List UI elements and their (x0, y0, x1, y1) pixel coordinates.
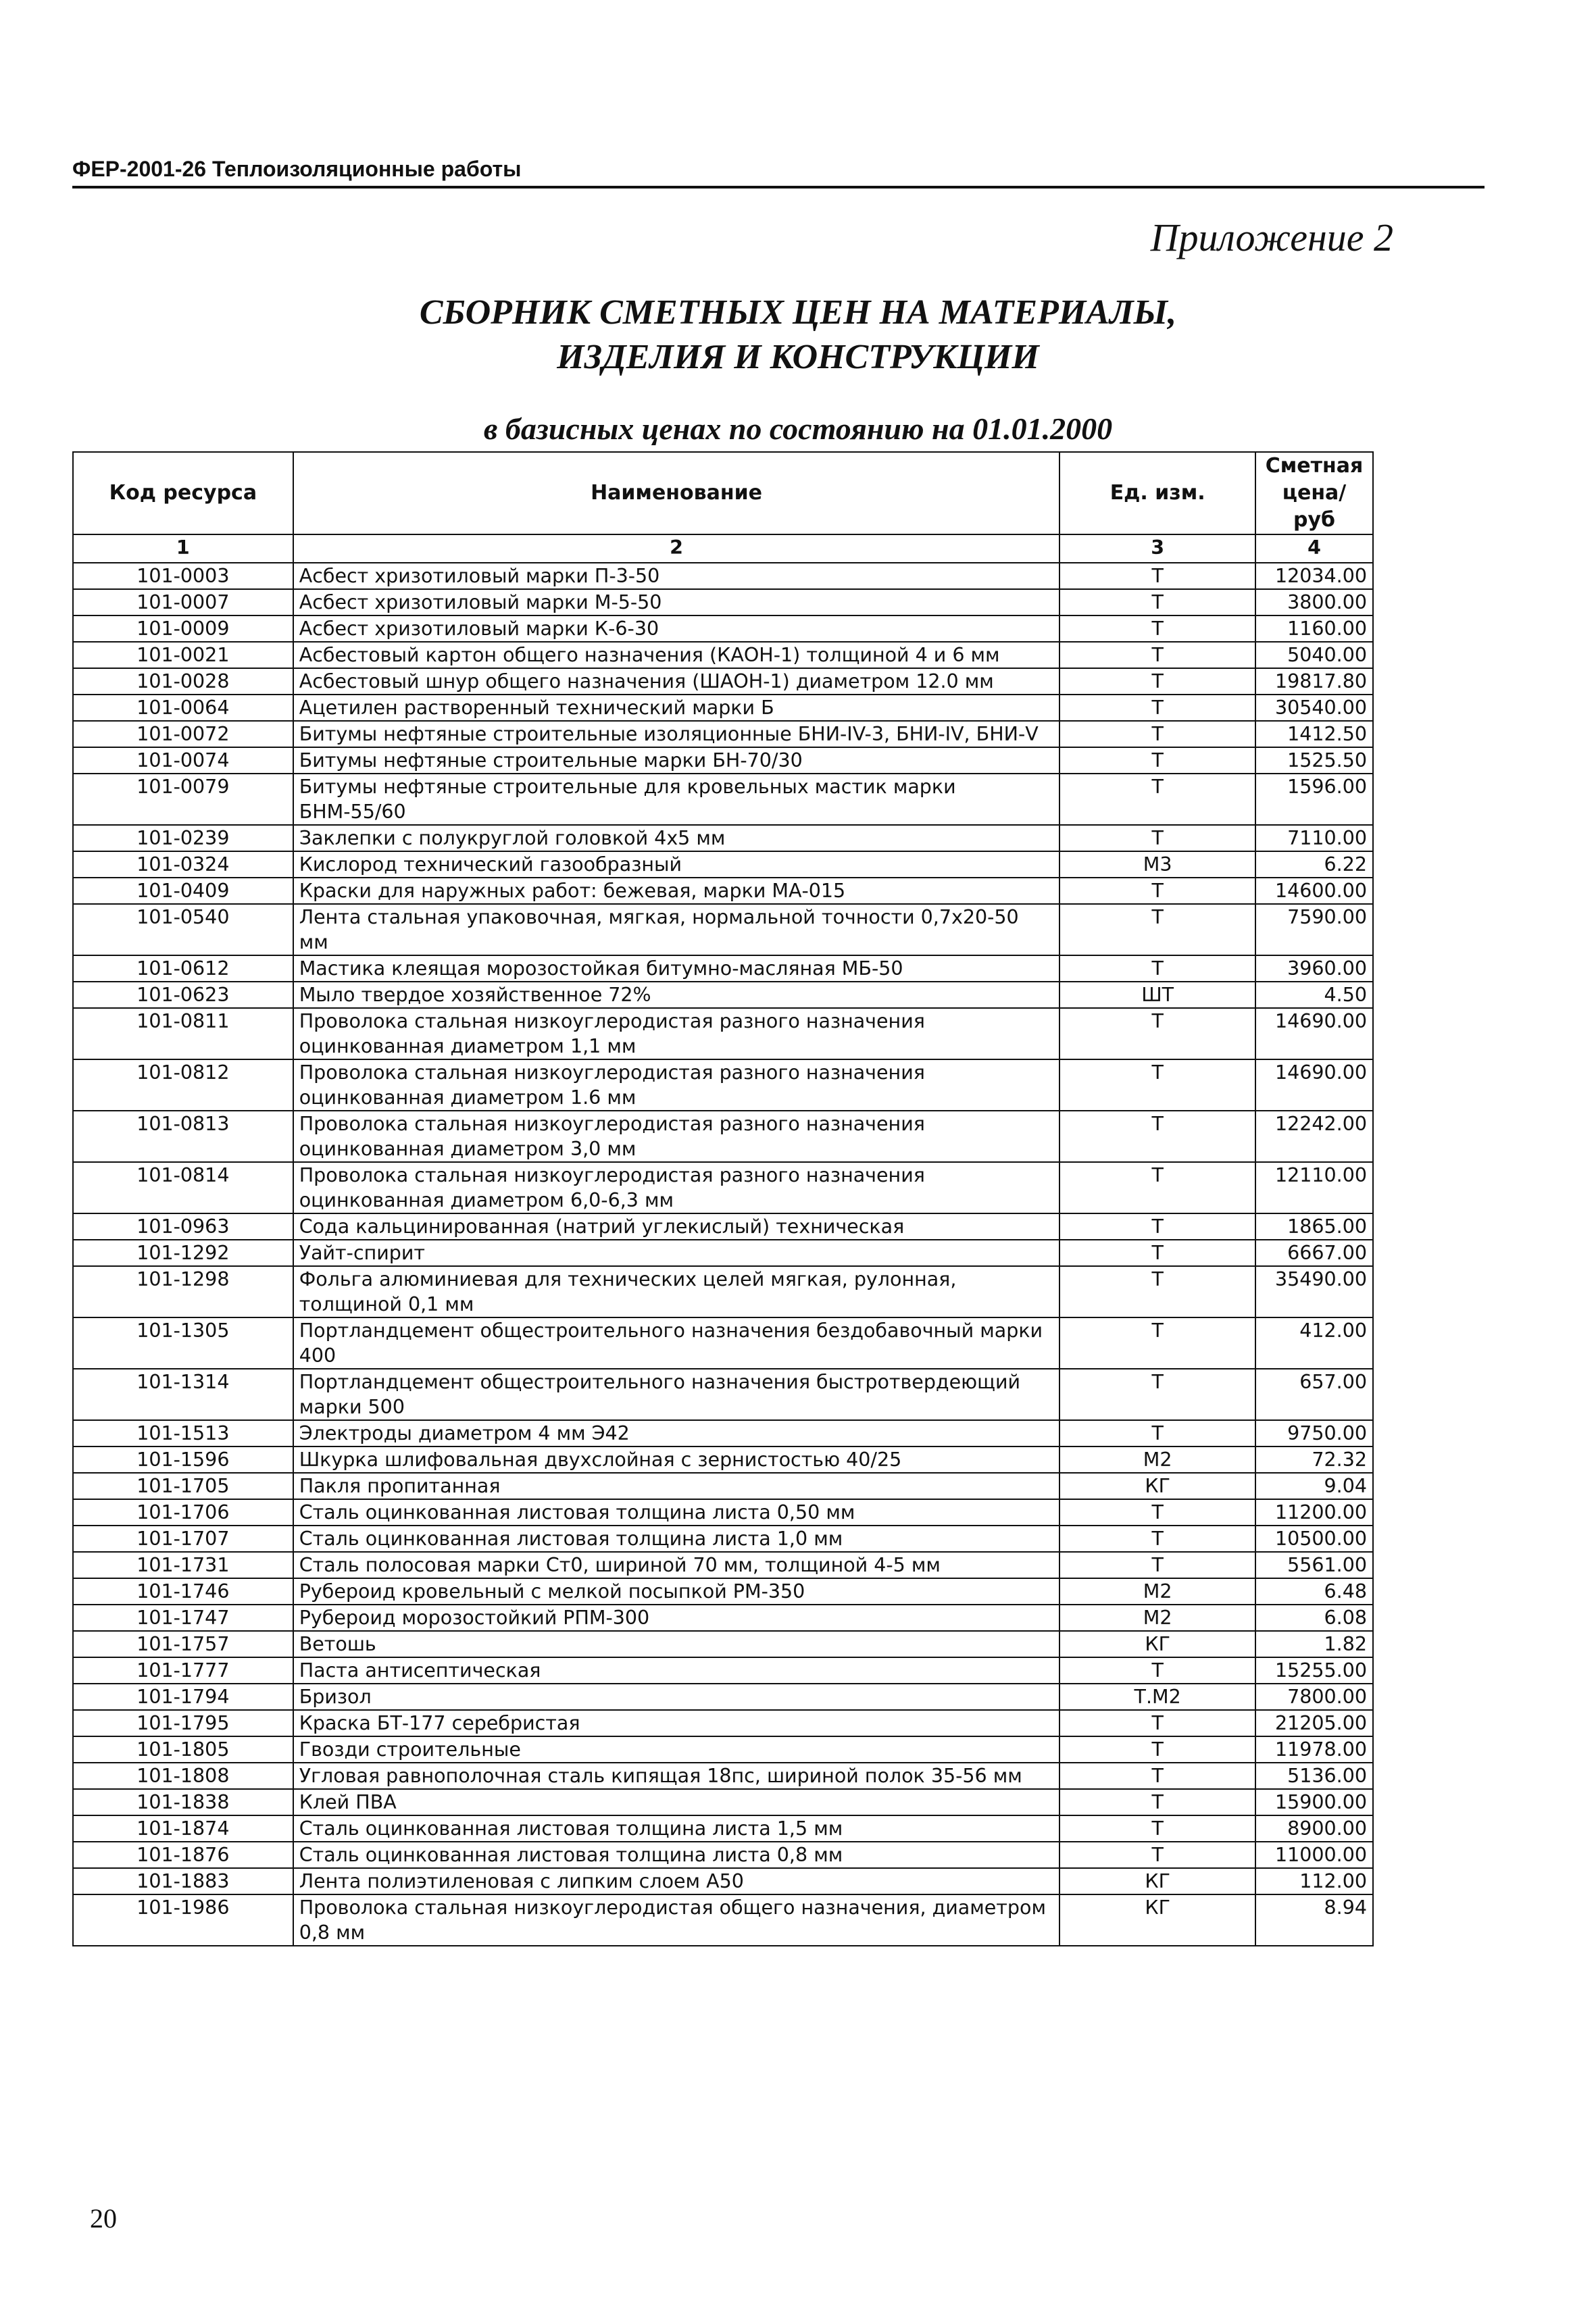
cell-name: Проволока стальная низкоуглеродистая разного назначения оцинкованная диаметром 1,1 мм (293, 1008, 1060, 1059)
cell-price: 1525.50 (1255, 747, 1373, 774)
cell-name: Сталь оцинкованная листовая толщина листа 0,8 мм (293, 1842, 1060, 1868)
column-number-4: 4 (1255, 534, 1373, 563)
cell-name: Клей ПВА (293, 1789, 1060, 1815)
cell-code: 101-0007 (73, 589, 293, 615)
cell-price: 72.32 (1255, 1447, 1373, 1473)
cell-code: 101-1596 (73, 1447, 293, 1473)
cell-price: 1412.50 (1255, 721, 1373, 747)
cell-code: 101-1705 (73, 1473, 293, 1499)
table-row (73, 615, 1373, 642)
cell-name: Асбест хризотиловый марки К-6-30 (293, 615, 1060, 642)
cell-unit: Т (1059, 1111, 1255, 1162)
cell-price: 4.50 (1255, 982, 1373, 1008)
table-row (73, 1552, 1373, 1578)
table-row (73, 1526, 1373, 1552)
cell-code: 101-0409 (73, 878, 293, 904)
table-row (73, 982, 1373, 1008)
cell-unit: КГ (1059, 1631, 1255, 1657)
cell-code: 101-0064 (73, 695, 293, 721)
table-row (73, 668, 1373, 695)
cell-price: 1865.00 (1255, 1213, 1373, 1240)
table-row (73, 721, 1373, 747)
table-row (73, 1631, 1373, 1657)
cell-unit: М3 (1059, 851, 1255, 878)
cell-price: 5136.00 (1255, 1763, 1373, 1789)
cell-price: 112.00 (1255, 1868, 1373, 1894)
cell-unit: Т (1059, 1213, 1255, 1240)
cell-name: Асбестовый картон общего назначения (КАОН-1) толщиной 4 и 6 мм (293, 642, 1060, 668)
table-row (73, 851, 1373, 878)
cell-unit: Т (1059, 642, 1255, 668)
table-row (73, 774, 1373, 825)
cell-unit: Т (1059, 695, 1255, 721)
cell-code: 101-0811 (73, 1008, 293, 1059)
cell-price: 6667.00 (1255, 1240, 1373, 1266)
table-row (73, 1578, 1373, 1605)
table-row (73, 695, 1373, 721)
cell-unit: Т (1059, 878, 1255, 904)
cell-name: Сталь оцинкованная листовая толщина листа 1,0 мм (293, 1526, 1060, 1552)
table-row (73, 1684, 1373, 1710)
cell-price: 1596.00 (1255, 774, 1373, 825)
cell-price: 7800.00 (1255, 1684, 1373, 1710)
cell-code: 101-1513 (73, 1420, 293, 1447)
cell-price: 5040.00 (1255, 642, 1373, 668)
cell-unit: М2 (1059, 1605, 1255, 1631)
column-header-code: Код ресурса (73, 452, 293, 534)
cell-name: Пакля пропитанная (293, 1473, 1060, 1499)
cell-name: Портландцемент общестроительного назначения быстротвердеющий марки 500 (293, 1369, 1060, 1420)
column-header-unit: Ед. изм. (1059, 452, 1255, 534)
cell-price: 9750.00 (1255, 1420, 1373, 1447)
page-number: 20 (90, 2203, 117, 2234)
cell-code: 101-0812 (73, 1059, 293, 1111)
cell-name: Ацетилен растворенный технический марки Б (293, 695, 1060, 721)
cell-code: 101-1777 (73, 1657, 293, 1684)
cell-code: 101-0963 (73, 1213, 293, 1240)
cell-name: Кислород технический газообразный (293, 851, 1060, 878)
cell-code: 101-0003 (73, 563, 293, 589)
cell-name: Мыло твердое хозяйственное 72% (293, 982, 1060, 1008)
cell-unit: Т (1059, 721, 1255, 747)
cell-name: Краски для наружных работ: бежевая, марки МА-015 (293, 878, 1060, 904)
cell-code: 101-0021 (73, 642, 293, 668)
cell-name: Проволока стальная низкоуглеродистая разного назначения оцинкованная диаметром 6,0-6,3 мм (293, 1162, 1060, 1213)
cell-price: 19817.80 (1255, 668, 1373, 695)
column-number-1: 1 (73, 534, 293, 563)
cell-code: 101-0239 (73, 825, 293, 851)
cell-name: Асбест хризотиловый марки М-5-50 (293, 589, 1060, 615)
table-row (73, 747, 1373, 774)
cell-name: Фольга алюминиевая для технических целей мягкая, рулонная, толщиной 0,1 мм (293, 1266, 1060, 1317)
cell-code: 101-1731 (73, 1552, 293, 1578)
column-header-name: Наименование (293, 452, 1060, 534)
cell-code: 101-1876 (73, 1842, 293, 1868)
cell-unit: Т (1059, 904, 1255, 955)
cell-price: 657.00 (1255, 1369, 1373, 1420)
cell-unit: Т (1059, 1059, 1255, 1111)
table-row (73, 1369, 1373, 1420)
cell-name: Битумы нефтяные строительные марки БН-70/30 (293, 747, 1060, 774)
cell-unit: М2 (1059, 1447, 1255, 1473)
cell-name: Рубероид морозостойкий РПМ-300 (293, 1605, 1060, 1631)
cell-price: 21205.00 (1255, 1710, 1373, 1736)
cell-price: 9.04 (1255, 1473, 1373, 1499)
table-row (73, 1317, 1373, 1369)
table-row (73, 1815, 1373, 1842)
cell-price: 6.22 (1255, 851, 1373, 878)
cell-unit: Т (1059, 1369, 1255, 1420)
table-row (73, 1111, 1373, 1162)
cell-price: 10500.00 (1255, 1526, 1373, 1552)
title-line-1: СБОРНИК СМЕТНЫХ ЦЕН НА МАТЕРИАЛЫ, (419, 293, 1177, 332)
running-header: ФЕР-2001-26 Теплоизоляционные работы (72, 157, 1485, 188)
cell-unit: Т (1059, 1552, 1255, 1578)
cell-code: 101-1883 (73, 1868, 293, 1894)
table-row (73, 589, 1373, 615)
cell-price: 14690.00 (1255, 1059, 1373, 1111)
cell-price: 12110.00 (1255, 1162, 1373, 1213)
table-row (73, 1789, 1373, 1815)
cell-unit: Т (1059, 747, 1255, 774)
table-row (73, 955, 1373, 982)
cell-name: Проволока стальная низкоуглеродистая общего назначения, диаметром 0,8 мм (293, 1894, 1060, 1946)
cell-unit: Т (1059, 825, 1255, 851)
cell-code: 101-1305 (73, 1317, 293, 1369)
table-row (73, 1240, 1373, 1266)
cell-name: Сталь оцинкованная листовая толщина листа 1,5 мм (293, 1815, 1060, 1842)
cell-price: 35490.00 (1255, 1266, 1373, 1317)
cell-unit: Т (1059, 1763, 1255, 1789)
cell-price: 11000.00 (1255, 1842, 1373, 1868)
table-row (73, 1473, 1373, 1499)
cell-name: Краска БТ-177 серебристая (293, 1710, 1060, 1736)
cell-price: 8900.00 (1255, 1815, 1373, 1842)
cell-name: Сода кальцинированная (натрий углекислый) техническая (293, 1213, 1060, 1240)
cell-code: 101-1706 (73, 1499, 293, 1526)
cell-price: 12034.00 (1255, 563, 1373, 589)
cell-code: 101-1757 (73, 1631, 293, 1657)
cell-code: 101-0009 (73, 615, 293, 642)
column-number-2: 2 (293, 534, 1060, 563)
cell-unit: Т (1059, 1266, 1255, 1317)
cell-name: Бризол (293, 1684, 1060, 1710)
cell-code: 101-1986 (73, 1894, 293, 1946)
cell-name: Лента полиэтиленовая с липким слоем А50 (293, 1868, 1060, 1894)
cell-unit: М2 (1059, 1578, 1255, 1605)
cell-name: Уайт-спирит (293, 1240, 1060, 1266)
cell-code: 101-0072 (73, 721, 293, 747)
appendix-label: Приложение 2 (1150, 216, 1393, 259)
cell-unit: Т (1059, 589, 1255, 615)
document-subtitle: в базисных ценах по состоянию на 01.01.2000 (483, 411, 1113, 446)
cell-code: 101-1838 (73, 1789, 293, 1815)
cell-code: 101-1747 (73, 1605, 293, 1631)
cell-code: 101-1795 (73, 1710, 293, 1736)
cell-name: Гвозди строительные (293, 1736, 1060, 1763)
cell-code: 101-1805 (73, 1736, 293, 1763)
table-row (73, 1736, 1373, 1763)
cell-price: 7110.00 (1255, 825, 1373, 851)
table-row (73, 1894, 1373, 1946)
cell-unit: Т (1059, 1240, 1255, 1266)
cell-price: 412.00 (1255, 1317, 1373, 1369)
cell-name: Битумы нефтяные строительные изоляционные БНИ-IV-3, БНИ-IV, БНИ-V (293, 721, 1060, 747)
cell-name: Сталь оцинкованная листовая толщина листа 0,50 мм (293, 1499, 1060, 1526)
table-row (73, 1763, 1373, 1789)
cell-price: 8.94 (1255, 1894, 1373, 1946)
cell-price: 11978.00 (1255, 1736, 1373, 1763)
cell-unit: Т (1059, 1317, 1255, 1369)
cell-unit: Т (1059, 1789, 1255, 1815)
table-row (73, 1657, 1373, 1684)
document-title (0, 291, 1596, 380)
cell-unit: Т (1059, 1710, 1255, 1736)
cell-unit: Т (1059, 1008, 1255, 1059)
column-number-row (73, 534, 1373, 563)
cell-code: 101-1292 (73, 1240, 293, 1266)
table-row (73, 1266, 1373, 1317)
cell-unit: Т (1059, 1420, 1255, 1447)
cell-price: 3960.00 (1255, 955, 1373, 982)
cell-code: 101-1874 (73, 1815, 293, 1842)
cell-code: 101-1298 (73, 1266, 293, 1317)
title-line-2: ИЗДЕЛИЯ И КОНСТРУКЦИИ (557, 338, 1039, 376)
cell-name: Проволока стальная низкоуглеродистая разного назначения оцинкованная диаметром 3,0 мм (293, 1111, 1060, 1162)
table-row (73, 563, 1373, 589)
cell-price: 6.08 (1255, 1605, 1373, 1631)
cell-name: Портландцемент общестроительного назначения бездобавочный марки 400 (293, 1317, 1060, 1369)
cell-code: 101-0540 (73, 904, 293, 955)
cell-price: 1.82 (1255, 1631, 1373, 1657)
cell-price: 15255.00 (1255, 1657, 1373, 1684)
table-row (73, 1213, 1373, 1240)
cell-unit: Т (1059, 1815, 1255, 1842)
cell-code: 101-0612 (73, 955, 293, 982)
cell-code: 101-0079 (73, 774, 293, 825)
cell-price: 3800.00 (1255, 589, 1373, 615)
cell-code: 101-0324 (73, 851, 293, 878)
cell-unit: Т (1059, 563, 1255, 589)
cell-code: 101-0813 (73, 1111, 293, 1162)
table-row (73, 1842, 1373, 1868)
cell-name: Угловая равнополочная сталь кипящая 18пс, шириной полок 35-56 мм (293, 1763, 1060, 1789)
cell-unit: КГ (1059, 1868, 1255, 1894)
cell-unit: Т.М2 (1059, 1684, 1255, 1710)
cell-unit: КГ (1059, 1894, 1255, 1946)
table-row (73, 642, 1373, 668)
table-row (73, 1605, 1373, 1631)
column-header-price (1255, 452, 1373, 534)
cell-price: 6.48 (1255, 1578, 1373, 1605)
column-header-price-line-1: Сметная (1265, 454, 1364, 478)
cell-price: 11200.00 (1255, 1499, 1373, 1526)
cell-unit: Т (1059, 1526, 1255, 1552)
table-row (73, 1008, 1373, 1059)
cell-name: Шкурка шлифовальная двухслойная с зернистостью 40/25 (293, 1447, 1060, 1473)
cell-code: 101-1808 (73, 1763, 293, 1789)
table-row (73, 1499, 1373, 1526)
cell-price: 15900.00 (1255, 1789, 1373, 1815)
cell-price: 14600.00 (1255, 878, 1373, 904)
table-row (73, 1868, 1373, 1894)
cell-name: Асбестовый шнур общего назначения (ШАОН-1) диаметром 12.0 мм (293, 668, 1060, 695)
cell-name: Битумы нефтяные строительные для кровельных мастик марки БНМ-55/60 (293, 774, 1060, 825)
cell-name: Паста антисептическая (293, 1657, 1060, 1684)
cell-unit: Т (1059, 1499, 1255, 1526)
cell-unit: Т (1059, 774, 1255, 825)
cell-code: 101-1314 (73, 1369, 293, 1420)
cell-unit: Т (1059, 1162, 1255, 1213)
table-body (73, 563, 1373, 1946)
table-row (73, 1420, 1373, 1447)
cell-unit: Т (1059, 1657, 1255, 1684)
table-row (73, 1710, 1373, 1736)
cell-name: Ветошь (293, 1631, 1060, 1657)
cell-name: Сталь полосовая марки Ст0, шириной 70 мм, толщиной 4-5 мм (293, 1552, 1060, 1578)
cell-code: 101-1707 (73, 1526, 293, 1552)
cell-price: 12242.00 (1255, 1111, 1373, 1162)
cell-price: 30540.00 (1255, 695, 1373, 721)
cell-name: Мастика клеящая морозостойкая битумно-масляная МБ-50 (293, 955, 1060, 982)
cell-code: 101-0028 (73, 668, 293, 695)
cell-unit: Т (1059, 1842, 1255, 1868)
table-header-row (73, 452, 1373, 534)
cell-code: 101-1794 (73, 1684, 293, 1710)
table-row (73, 904, 1373, 955)
cell-name: Рубероид кровельный с мелкой посыпкой РМ-350 (293, 1578, 1060, 1605)
cell-unit: ШТ (1059, 982, 1255, 1008)
table-row (73, 1162, 1373, 1213)
table-row (73, 1447, 1373, 1473)
cell-price: 7590.00 (1255, 904, 1373, 955)
cell-name: Заклепки с полукруглой головкой 4х5 мм (293, 825, 1060, 851)
cell-unit: Т (1059, 668, 1255, 695)
column-number-3: 3 (1059, 534, 1255, 563)
cell-code: 101-1746 (73, 1578, 293, 1605)
cell-name: Лента стальная упаковочная, мягкая, нормальной точности 0,7х20-50 мм (293, 904, 1060, 955)
cell-code: 101-0623 (73, 982, 293, 1008)
table-row (73, 1059, 1373, 1111)
cell-price: 1160.00 (1255, 615, 1373, 642)
price-table (72, 451, 1374, 1946)
cell-price: 5561.00 (1255, 1552, 1373, 1578)
cell-price: 14690.00 (1255, 1008, 1373, 1059)
cell-name: Асбест хризотиловый марки П-3-50 (293, 563, 1060, 589)
cell-unit: Т (1059, 1736, 1255, 1763)
cell-code: 101-0074 (73, 747, 293, 774)
cell-code: 101-0814 (73, 1162, 293, 1213)
table-row (73, 878, 1373, 904)
table-row (73, 825, 1373, 851)
cell-unit: Т (1059, 615, 1255, 642)
cell-unit: КГ (1059, 1473, 1255, 1499)
cell-name: Электроды диаметром 4 мм Э42 (293, 1420, 1060, 1447)
cell-unit: Т (1059, 955, 1255, 982)
cell-name: Проволока стальная низкоуглеродистая разного назначения оцинкованная диаметром 1.6 мм (293, 1059, 1060, 1111)
column-header-price-line-2: цена/руб (1282, 481, 1347, 532)
